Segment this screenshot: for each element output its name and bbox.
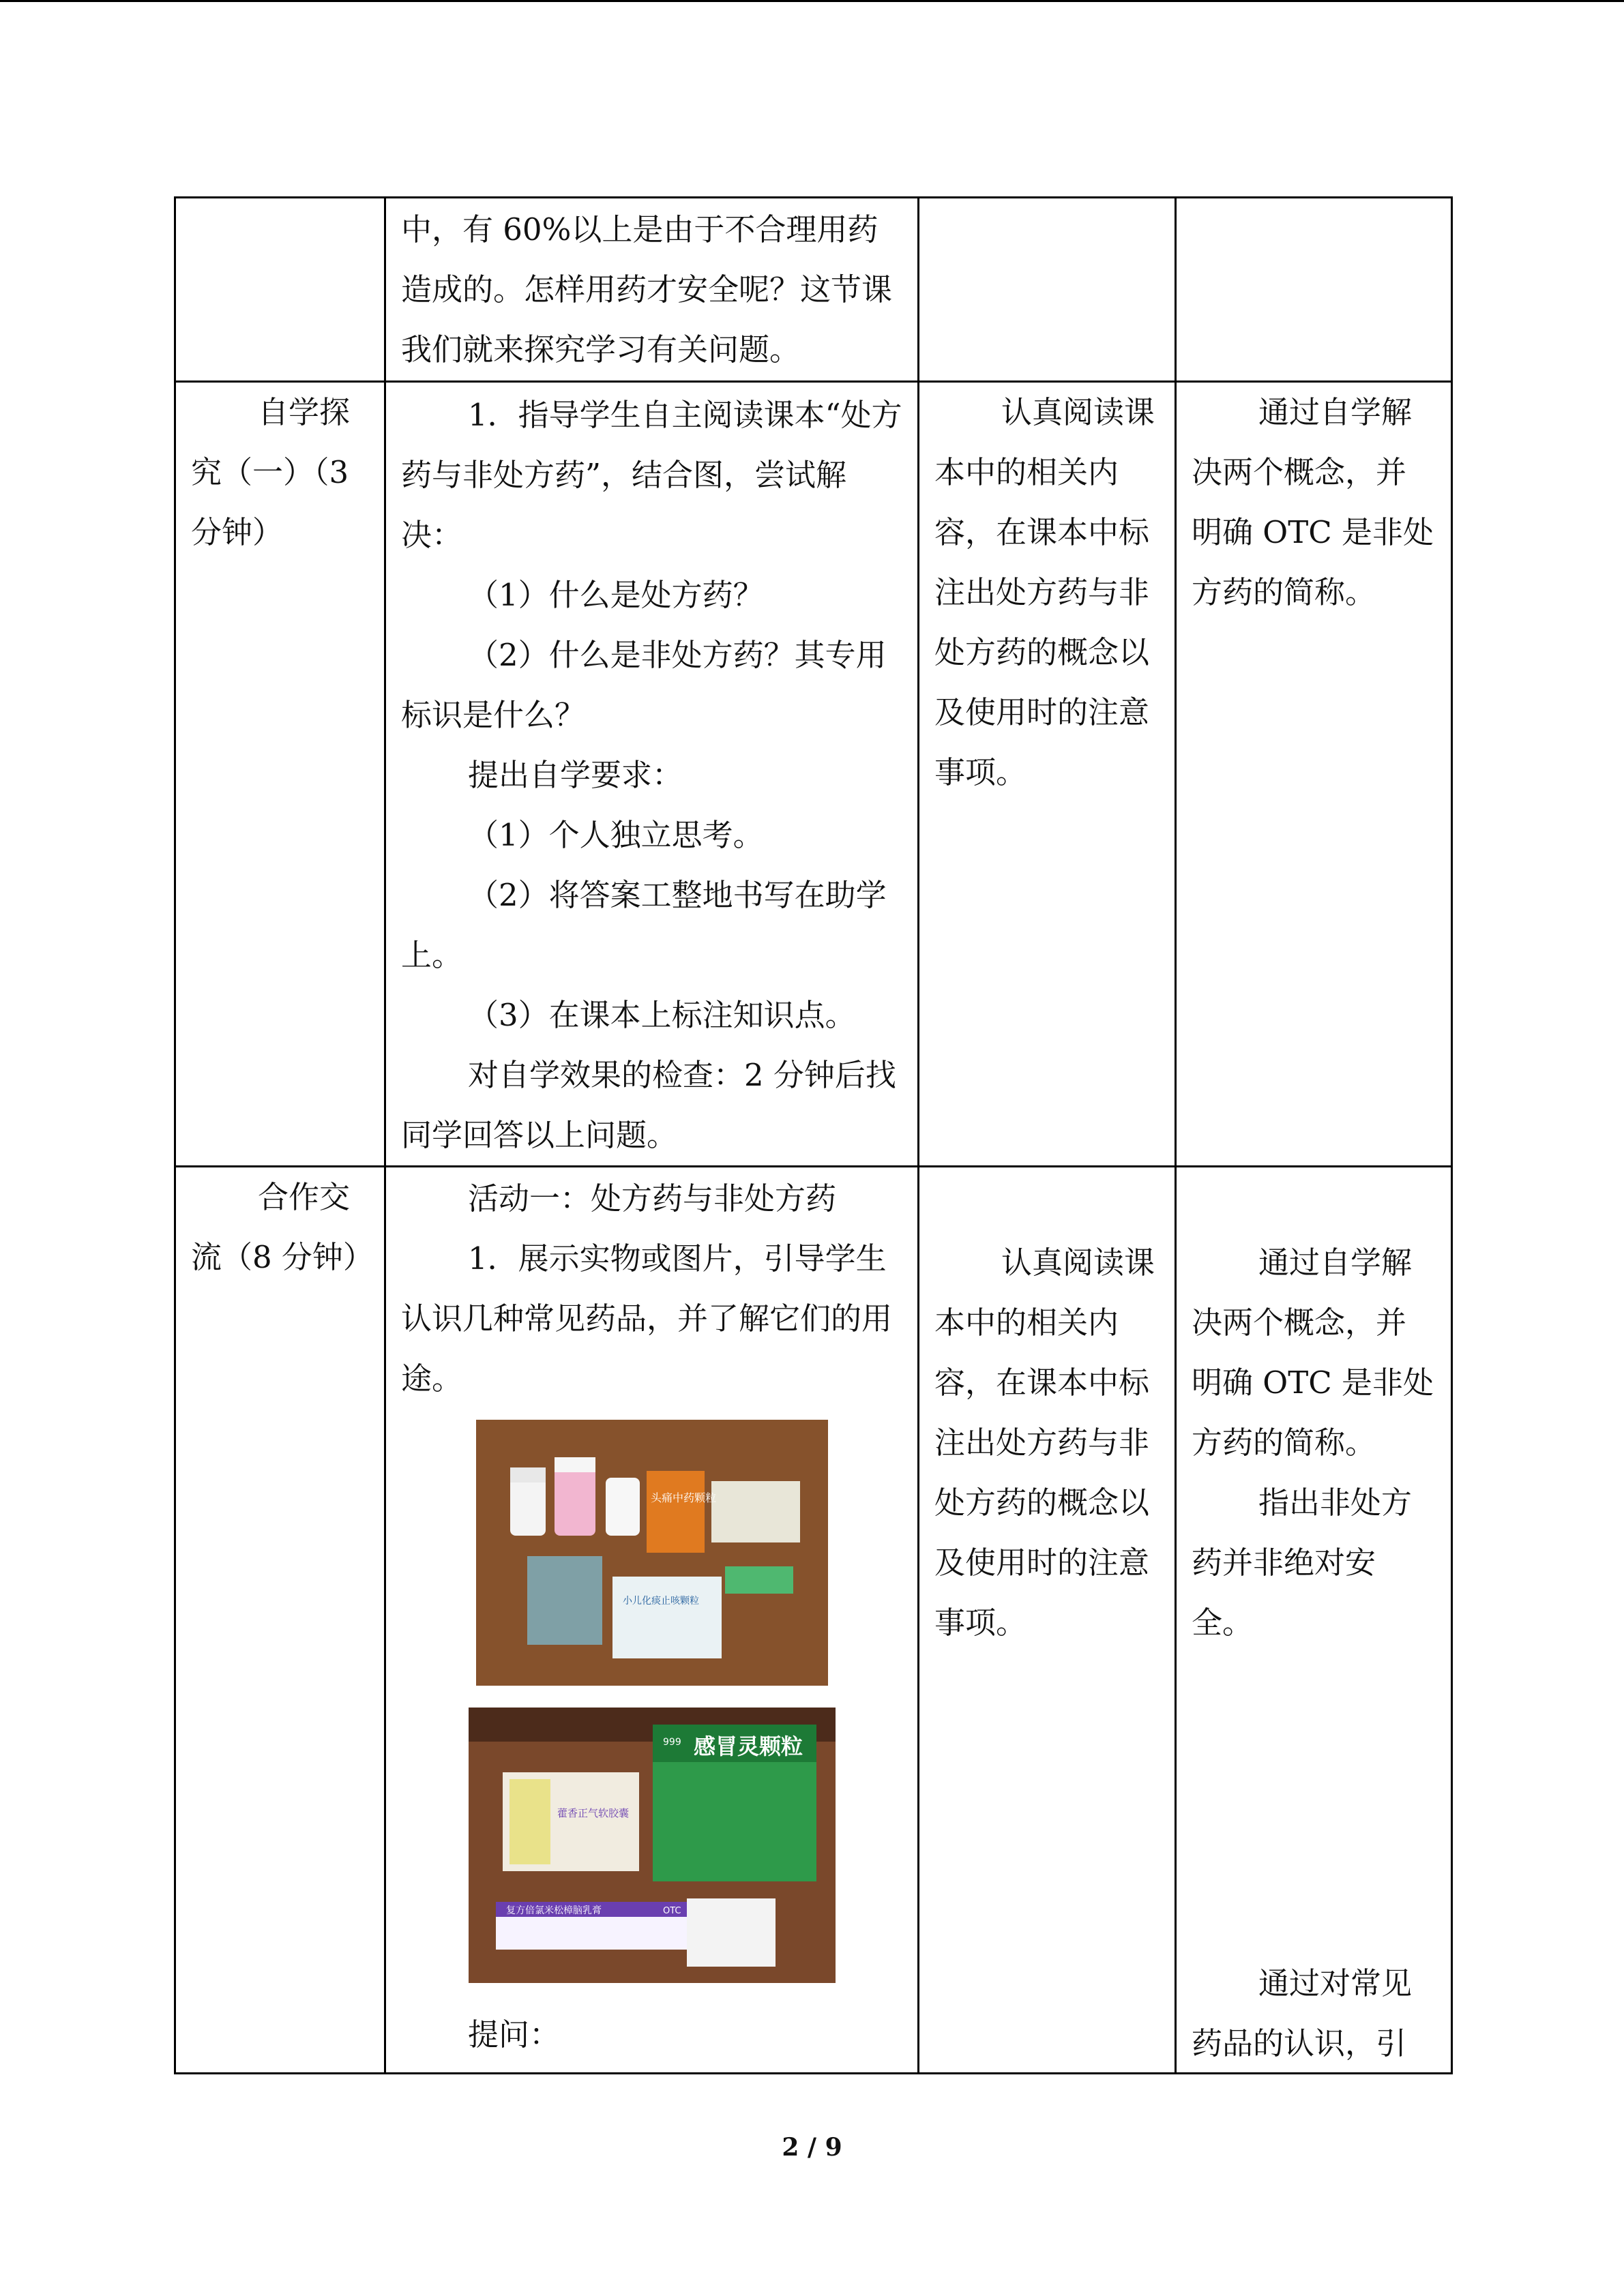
stage-label: 自学探究（一）（3分钟） — [191, 394, 351, 550]
teacher-text: （3）在课本上标注知识点。 — [468, 997, 856, 1033]
teacher-text: （2）将答案工整地书写在助学上。 — [401, 877, 887, 973]
teacher-text: 对自学效果的检查：2 分钟后找同学回答以上问题。 — [401, 1057, 896, 1153]
intent-text: 通过自学解决两个概念，并明确 OTC 是非处方药的简称。 — [1192, 1244, 1434, 1461]
teacher-text: （2）什么是非处方药？其专用标识是什么？ — [401, 637, 887, 733]
top-border-line — [0, 0, 1624, 2]
stage-cell — [175, 198, 385, 382]
teacher-activity-cell — [385, 1167, 919, 2074]
photo-label: 小儿化痰止咳颗粒 — [622, 1596, 699, 1607]
medicine-photo-1 — [476, 1420, 828, 1686]
design-intent-cell — [1176, 198, 1452, 382]
student-text: 认真阅读课本中的相关内容，在课本中标注出处方药与非处方药的概念以及使用时的注意事项。 — [934, 394, 1155, 790]
photo-label: 999 — [662, 1737, 681, 1748]
photo-label: 头痛中药颗粒 — [650, 1491, 716, 1504]
teacher-text: 中，有 60%以上是由于不合理用药造成的。怎样用药才安全呢？这节课我们就来探究学习有关问题。 — [401, 211, 893, 368]
lesson-table — [174, 196, 1453, 2074]
teacher-text: 1．指导学生自主阅读课本“处方药与非处方药”，结合图，尝试解决： — [401, 397, 902, 553]
teacher-activity-cell — [385, 198, 919, 382]
table-row — [175, 198, 1452, 382]
student-activity-cell — [919, 198, 1176, 382]
stage-label: 合作交流（8 分钟） — [191, 1179, 374, 1275]
design-intent-cell — [1176, 1167, 1452, 2074]
photo-label: 藿香正气软胶囊 — [557, 1807, 629, 1819]
design-intent-cell — [1176, 382, 1452, 1167]
teacher-text: 1．展示实物或图片，引导学生认识几种常见药品，并了解它们的用途。 — [401, 1240, 893, 1397]
stage-cell — [175, 382, 385, 1167]
page-number: 2 / 9 — [782, 2133, 842, 2162]
photo-label: OTC — [662, 1906, 681, 1916]
teacher-text: （1）个人独立思考。 — [468, 817, 764, 853]
student-activity-cell — [919, 1167, 1176, 2074]
teacher-text: 提出自学要求： — [468, 757, 683, 793]
student-activity-cell — [919, 382, 1176, 1167]
medicine-photo-2 — [469, 1708, 836, 1983]
photo-label: 感冒灵颗粒 — [693, 1733, 803, 1759]
student-text: 认真阅读课本中的相关内容，在课本中标注出处方药与非处方药的概念以及使用时的注意事项。 — [934, 1244, 1155, 1641]
teacher-text: 活动一：处方药与非处方药 — [468, 1180, 837, 1217]
teacher-text: （1）什么是处方药？ — [468, 577, 764, 613]
photo-label: 复方倍氯米松樟脑乳膏 — [505, 1905, 602, 1916]
intent-text-bottom: 通过对常见药品的认识，引 — [1192, 1965, 1413, 2061]
intent-text: 指出非处方药并非绝对安全。 — [1192, 1485, 1413, 1641]
table-row — [175, 1167, 1452, 2074]
table-row — [175, 382, 1452, 1167]
intent-text: 通过自学解决两个概念，并明确 OTC 是非处方药的简称。 — [1192, 394, 1434, 610]
medicine-photos — [401, 1420, 902, 1983]
teacher-activity-cell — [385, 382, 919, 1167]
teacher-text: 提问： — [468, 2016, 561, 2053]
stage-cell — [175, 1167, 385, 2074]
